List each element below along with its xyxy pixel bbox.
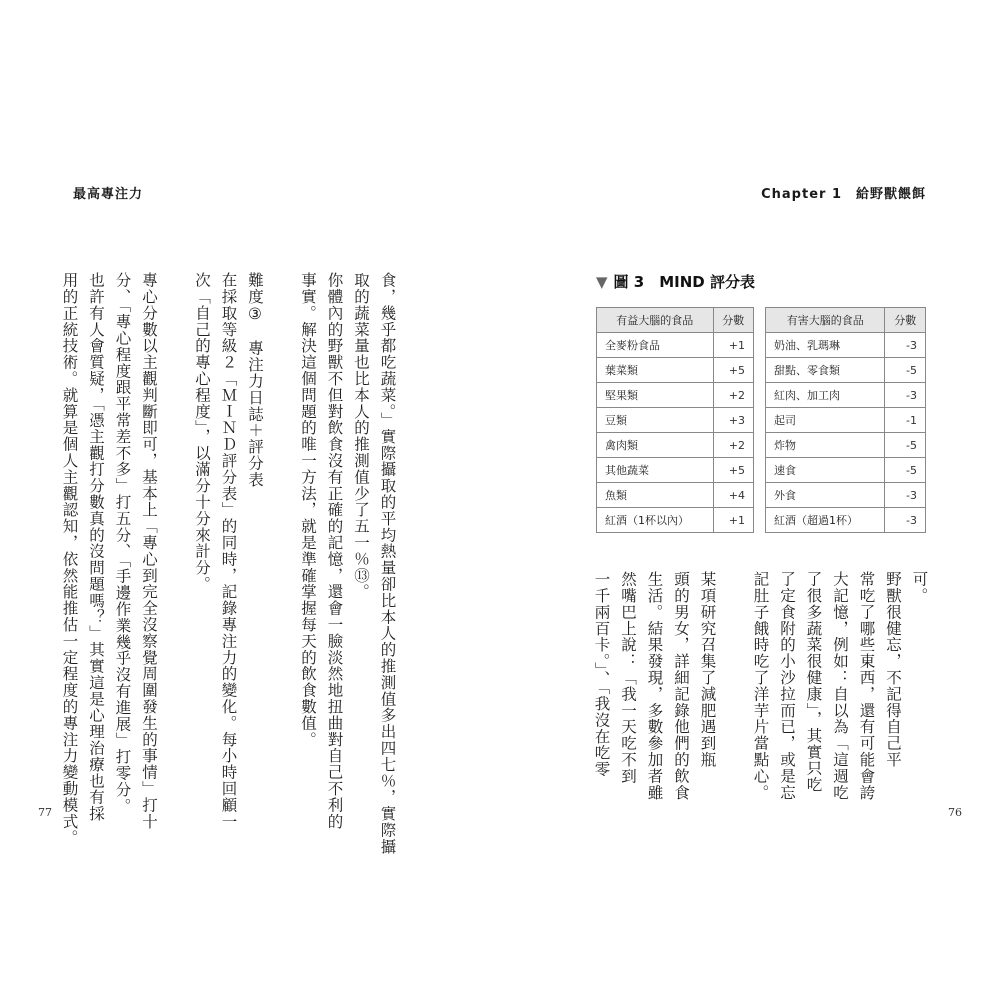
score: -5 [885,458,926,483]
text-column: 可。 [910,571,929,604]
food-name: 魚類 [597,483,714,508]
paragraph-gap [721,571,748,767]
food-name: 全麥粉食品 [597,333,714,358]
text-column: 專心分數以主觀判斷即可，基本上「專心到完全沒察覺周圍發生的事情」打十 [140,272,158,830]
column-header: 分數 [713,308,754,333]
text-column: 生活。結果發現，多數參加者雖 [645,571,664,801]
text-column: 然嘴巴上說：「我一天吃不到 [619,571,637,785]
text-column: 一千兩百卡。」、「我沒在吃零 [592,571,611,778]
text-column: 在採取等級２「ＭＩＮＤ評分表」的同時，記錄專注力的變化。每小時回顧一 [219,272,238,830]
table-row [597,508,754,533]
text-column: 食，幾乎都吃蔬菜。」實際攝取的平均熱量卻比本人的推測值多出四七％，實際攝 [378,272,397,855]
score: +2 [713,383,754,408]
paragraph-gap [162,272,189,762]
food-name: 堅果類 [597,383,714,408]
score: +1 [713,333,754,358]
text-column: 頭的男女，詳細記錄他們的飲食 [672,571,690,801]
text-column: 分、「專心程度跟平常差不多」打五分、「手邊作業幾乎沒有進展」打零分。 [113,272,132,815]
section-heading: 難度③ 專注力日誌＋評分表 [246,272,264,488]
text-column: 了定食附的小沙拉而已，或是忘 [778,571,796,801]
paragraph-gap [268,272,295,762]
food-name: 炸物 [766,433,885,458]
table-row [597,333,754,358]
food-name: 奶油、乳瑪琳 [766,333,885,358]
score: +3 [713,408,754,433]
score: -5 [885,433,926,458]
food-name: 紅肉、加工肉 [766,383,885,408]
table-row [597,483,754,508]
text-column: 事實。解決這個問題的唯一方法，就是準確掌握每天的飲食數值。 [299,272,317,748]
table-row [597,358,754,383]
food-name: 紅酒（1杯以內） [597,508,714,533]
table-row [766,508,926,533]
food-name: 紅酒（超過1杯） [766,508,885,533]
figure-title [596,271,755,292]
harmful-foods-table [765,307,926,533]
score: -3 [885,333,926,358]
food-name: 其他蔬菜 [597,458,714,483]
food-name: 外食 [766,483,885,508]
score: +5 [713,458,754,483]
right-page [500,0,1000,1000]
table-row [766,383,926,408]
page-number: 77 [38,806,52,819]
triangle-marker-icon: ▼ [596,273,608,291]
table-row [766,408,926,433]
food-name: 豆類 [597,408,714,433]
score: +2 [713,433,754,458]
food-name: 葉菜類 [597,358,714,383]
score: +1 [713,508,754,533]
food-name: 速食 [766,458,885,483]
running-head: 最高專注力 [73,187,144,202]
text-column: 記肚子餓時吃了洋芋片當點心。 [751,571,770,801]
text-column: 常吃了哪些東西，還有可能會誇 [857,571,876,801]
table-header-row [766,308,926,333]
figure-title-text: 圖 3 MIND 評分表 [613,273,755,291]
body-text [588,571,933,801]
table-row [597,408,754,433]
table-row [766,433,926,458]
text-column: 某項研究召集了減肥遇到瓶 [698,571,717,768]
score: -3 [885,508,926,533]
column-header: 有害大腦的食品 [766,308,885,333]
score: -3 [885,483,926,508]
score: +4 [713,483,754,508]
food-name: 禽肉類 [597,433,714,458]
score: -3 [885,383,926,408]
text-column: 也許有人會質疑，「憑主觀打分數真的沒問題嗎？」其實這是心理治療也有採 [87,272,105,822]
score: -5 [885,358,926,383]
table-row [766,458,926,483]
food-name: 起司 [766,408,885,433]
table-header-row [597,308,754,333]
beneficial-foods-table [596,307,754,533]
table-row [597,458,754,483]
column-header: 有益大腦的食品 [597,308,714,333]
table-row [597,433,754,458]
score: +5 [713,358,754,383]
body-text [56,272,401,855]
text-column: 野獸很健忘，不記得自己平 [884,571,902,768]
text-column: 用的正統技術。就算是個人主觀認知，依然能推估一定程度的專注力變動模式。 [60,272,79,846]
table-row [766,358,926,383]
column-header: 分數 [885,308,926,333]
text-column: 你體內的野獸不但對飲食沒有正確的記憶，還會一臉淡然地扭曲對自己不利的 [325,272,344,830]
running-head: Chapter 1 給野獸餵餌 [761,187,926,202]
table-row [597,383,754,408]
table-row [766,483,926,508]
score: -1 [885,408,926,433]
text-column: 了很多蔬菜很健康」，其實只吃 [804,571,823,793]
text-column: 取的蔬菜量也比本人的推測值少了五一％⑬。 [352,272,370,600]
table-row [766,333,926,358]
text-column: 次「自己的專心程度」，以滿分十分來計分。 [193,272,211,593]
text-column: 大記憶，例如：自以為「這週吃 [831,571,849,801]
page-number: 76 [948,806,962,819]
food-name: 甜點、零食類 [766,358,885,383]
